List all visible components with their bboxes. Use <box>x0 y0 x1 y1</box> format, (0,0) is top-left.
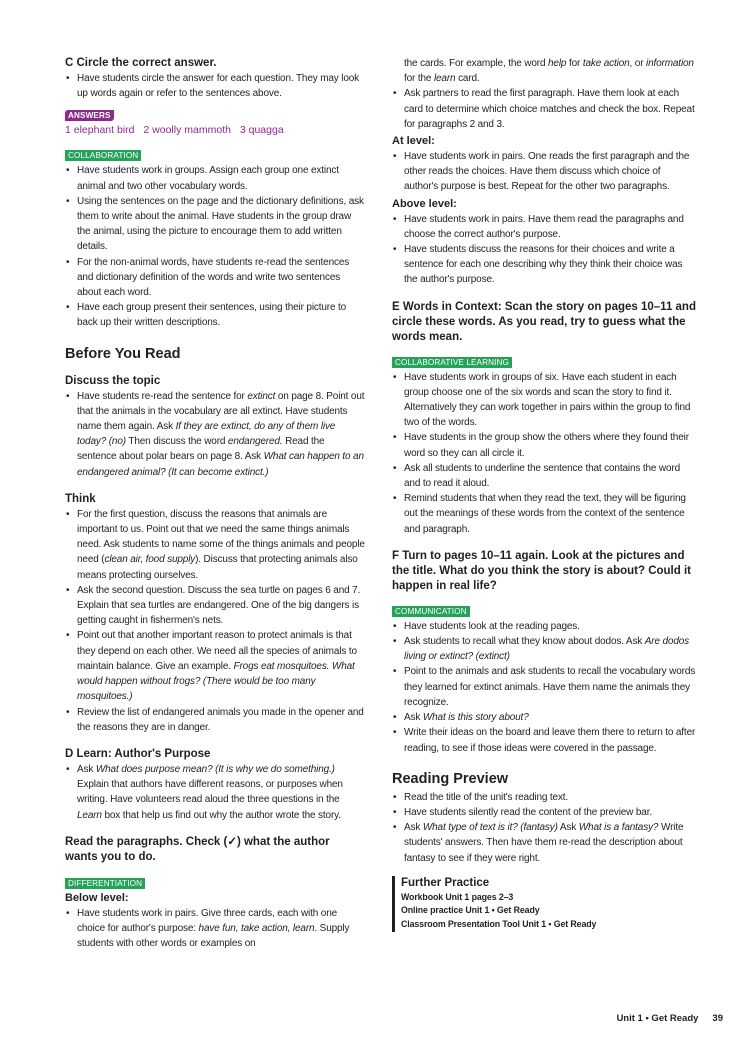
communication-label: COMMUNICATION <box>392 606 470 617</box>
list-item: • Ask students to recall what they know about dodos. Ask Are dodos living or extinct? (extinct) <box>392 634 697 664</box>
above-level-list <box>392 212 697 288</box>
list-item: • Have each group present their sentences, using their picture to back up their written descriptions. <box>65 300 365 330</box>
further-practice-title: Further Practice <box>401 876 490 889</box>
discuss-list <box>65 389 365 480</box>
page-number: 39 <box>712 1013 723 1024</box>
think-heading: Think <box>65 492 96 505</box>
below-level-heading: Below level: <box>65 891 129 904</box>
page-footer <box>616 1013 723 1025</box>
list-item: • Review the list of endangered animals you made in the opener and the reasons they are in danger. <box>65 705 365 735</box>
answers-list <box>65 123 365 138</box>
right-column <box>392 56 697 932</box>
list-item: • Ask all students to underline the sentence that contains the word and to read it aloud. <box>392 461 697 491</box>
reading-preview-heading: Reading Preview <box>392 770 509 787</box>
section-d-heading: D Learn: Author's Purpose <box>65 747 211 760</box>
list-item: • Have students work in groups of six. Have each student in each group choose one of the six words and scan the story to find it. Alternatively they can work together in pairs within the group to find two of the words. <box>392 370 697 431</box>
section-e-list <box>392 370 697 537</box>
answer-item: 3 quagga <box>239 124 284 137</box>
list-item: • Ask What type of text is it? (fantasy) Ask What is a fantasy? Write students' answers. Then have them re-read the description about fantasy to see if they were right. <box>392 820 697 866</box>
list-item: • Have students in the group show the others where they found their word so they can all circle it. <box>392 430 697 460</box>
reading-preview-list <box>392 790 697 866</box>
list-item: • Read the title of the unit's reading text. <box>392 790 697 805</box>
list-item: • Have students circle the answer for each question. They may look up words again or refer to the sentences above. <box>65 71 365 101</box>
further-practice-item: Online practice Unit 1 • Get Ready <box>401 905 540 916</box>
above-level-heading: Above level: <box>392 197 457 210</box>
section-e-heading: E Words in Context: Scan the story on pages 10–11 and circle these words. As you read, try to guess what the words mean. <box>392 300 696 343</box>
further-practice-item: Workbook Unit 1 pages 2–3 <box>401 891 514 902</box>
section-c-heading: C Circle the correct answer. <box>65 57 217 69</box>
discuss-topic-heading: Discuss the topic <box>65 374 161 387</box>
list-item: • Remind students that when they read the text, they will be figuring out the meanings of these words from the context of the sentence and paragraph. <box>392 491 697 537</box>
list-item: • Ask the second question. Discuss the sea turtle on pages 6 and 7. Explain that sea turtles are endangered. One of the big dangers is getting caught in fishermen's nets. <box>65 583 365 629</box>
collaboration-label: COLLABORATION <box>65 150 141 161</box>
list-item: • Point to the animals and ask students to recall the vocabulary words they learned for extinct animals. Have them name the animals they recognize. <box>392 664 697 710</box>
list-item: • Have students look at the reading pages. <box>392 619 697 634</box>
differentiation-label: DIFFERENTIATION <box>65 878 145 889</box>
section-d-list <box>65 762 365 823</box>
list-item: • Have students work in groups. Assign each group one extinct animal and two other vocabulary words. <box>65 163 365 193</box>
list-item: • Ask partners to read the first paragraph. Have them look at each card to determine which choice matches and check the box. Repeat for paragraphs 2 and 3. <box>392 86 697 132</box>
answers-label: ANSWERS <box>65 110 114 121</box>
list-item: • Have students work in pairs. Have them read the paragraphs and choose the correct author's purpose. <box>392 212 697 242</box>
further-practice-item: Classroom Presentation Tool Unit 1 • Get Ready <box>401 918 597 929</box>
footer-unit: Unit 1 • Get Ready <box>616 1013 699 1024</box>
answers-block <box>65 105 365 138</box>
further-practice-box <box>392 876 697 932</box>
section-c-list <box>65 71 365 101</box>
list-item: • Ask What is this story about? <box>392 710 697 725</box>
list-item: • Have students work in pairs. One reads the first paragraph and the other reads the choices. Have them discuss which choice of author's purpose is best. Repeat for the other two paragraphs. <box>392 149 697 195</box>
section-f-heading: F Turn to pages 10–11 again. Look at the pictures and the title. What do you think the story is about? Could it happen in real life? <box>392 549 691 592</box>
list-item: • For the first question, discuss the reasons that animals are important to us. Point out that we need the same things animals need. Ask students to name some of the things animals and people need (clean air, food supply). Discuss that protecting animals also means protecting ourselves. <box>65 507 365 583</box>
at-level-heading: At level: <box>392 135 435 148</box>
at-level-list <box>392 149 697 195</box>
list-item: • Have students work in pairs. Give three cards, each with one choice for author's purpose: have fun, take action, learn. Supply students with other words or examples on <box>65 906 365 952</box>
continued-paragraph: the cards. For example, the word help for take action, or information for the learn card. <box>404 58 694 85</box>
think-list <box>65 507 365 735</box>
below-level-list <box>65 906 365 952</box>
list-item: • Write their ideas on the board and leave them there to return to after reading, to see if those ideas were covered in the passage. <box>392 725 697 755</box>
list-item: • Using the sentences on the page and the dictionary definitions, ask them to write about the animal. Have students in the group draw the animal, using the picture to encourage them to add written details. <box>65 194 365 255</box>
list-item: • Ask What does purpose mean? (It is why we do something.) Explain that authors have different reasons, or purposes when writing. Have volunteers read aloud the three questions in the Learn box that help us find out why the author wrote the story. <box>65 762 365 823</box>
section-f-list <box>392 619 697 756</box>
before-you-read-heading: Before You Read <box>65 345 181 362</box>
list-item: • Have students re-read the sentence for extinct on page 8. Point out that the animals in the vocabulary are all extinct. Have students name them again. Ask If they are extinct, do any of them live today? (no) Then discuss the word endangered. Read the sentence about polar bears on page 8. Ask What can happen to an endangered animal? (It can become extinct.) <box>65 389 365 480</box>
author-purpose-task-heading: Read the paragraphs. Check (✓) what the author wants you to do. <box>65 835 330 863</box>
list-item: • Have students discuss the reasons for their choices and write a sentence for each one describing why they think their choice was the author's purpose. <box>392 242 697 288</box>
below-level-list-continued <box>392 86 697 132</box>
answer-item: 1 elephant bird <box>65 124 135 137</box>
collaborative-learning-label: COLLABORATIVE LEARNING <box>392 357 512 368</box>
collaboration-list <box>65 163 365 330</box>
list-item: • For the non-animal words, have students re-read the sentences and dictionary definition of the words and write two sentences about each word. <box>65 255 365 301</box>
list-item: • Point out that another important reason to protect animals is that they depend on each other. We need all the species of animals to maintain balance. Give an example. Frogs eat mosquitoes. What would happen without frogs? (There would be too many mosquitoes.) <box>65 628 365 704</box>
answer-item: 2 woolly mammoth <box>143 124 231 137</box>
left-column <box>65 56 365 951</box>
list-item: • Have students silently read the content of the preview bar. <box>392 805 697 820</box>
